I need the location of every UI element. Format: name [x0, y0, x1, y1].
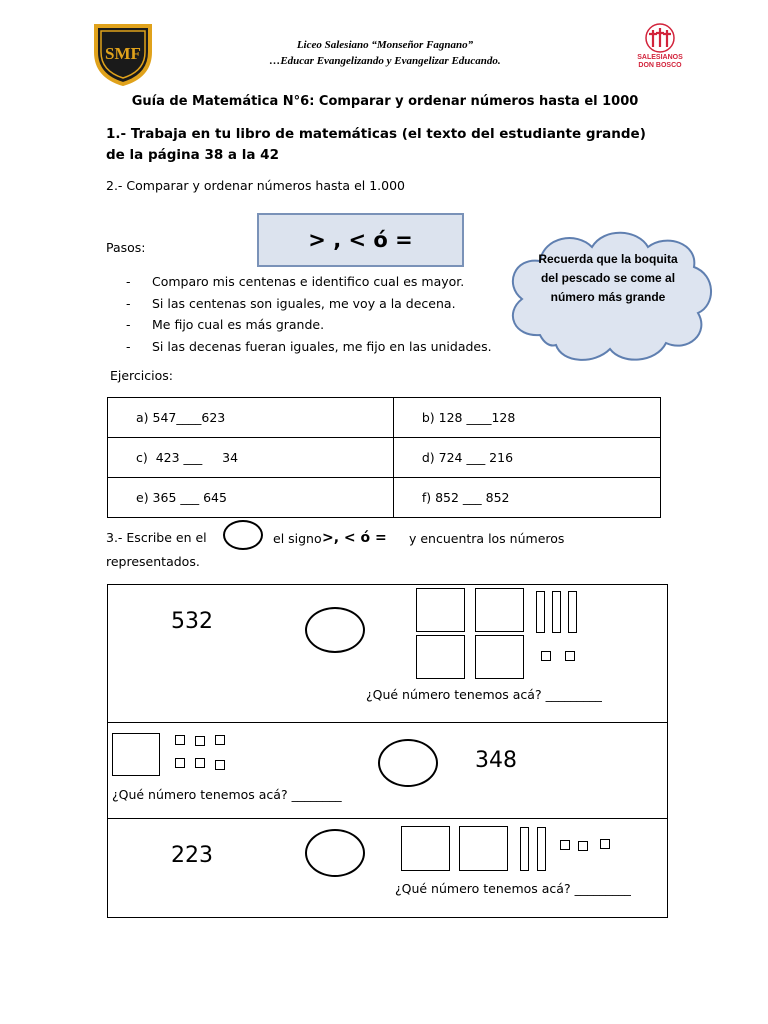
list-item: - Comparo mis centenas e identifico cual es mayor.	[126, 272, 492, 294]
exercise-c[interactable]: c) 423 ___ 34	[136, 450, 239, 465]
row1-question: ¿Qué número tenemos acá? _________	[366, 687, 602, 702]
unit-cube	[215, 760, 225, 770]
table-row	[108, 398, 661, 438]
unit-cube	[195, 736, 205, 746]
hundred-block	[112, 733, 160, 776]
task-3-part3: y encuentra los números	[409, 531, 565, 546]
school-header	[200, 37, 570, 69]
hundred-block	[416, 588, 465, 632]
comparison-signs-box: > , < ó =	[257, 213, 464, 267]
ten-rod	[568, 591, 577, 633]
school-crest-logo	[92, 22, 154, 86]
row3-number: 223	[171, 843, 213, 868]
ten-rod	[520, 827, 529, 871]
unit-cube	[175, 735, 185, 745]
row2-number: 348	[475, 748, 517, 773]
unit-cube	[578, 841, 588, 851]
task-3-part2: el signo	[273, 531, 322, 546]
list-item: - Si las centenas son iguales, me voy a la decena.	[126, 294, 492, 316]
reminder-cloud-text: Recuerda que la boquita del pescado se come al número más grande	[538, 252, 678, 304]
unit-cube	[215, 735, 225, 745]
unit-cube	[541, 651, 551, 661]
ejercicios-label: Ejercicios:	[110, 368, 173, 383]
inline-oval-icon	[223, 520, 263, 550]
exercise-b[interactable]: b) 128 ____128	[421, 410, 516, 425]
task-3-part4: representados.	[106, 554, 200, 569]
unit-cube	[565, 651, 575, 661]
school-motto: …Educar Evangelizando y Evangelizar Educando.	[269, 55, 501, 67]
exercise-e[interactable]: e) 365 ___ 645	[136, 490, 227, 505]
table-row	[108, 438, 661, 478]
guide-title: Guía de Matemática N°6: Comparar y ordenar números hasta el 1000	[131, 94, 639, 109]
salesianos-logo-text: SALESIANOS DON BOSCO	[637, 54, 683, 69]
task-3-signs: >, < ó =	[322, 530, 387, 546]
pasos-label: Pasos:	[106, 240, 146, 255]
ten-rod	[536, 591, 545, 633]
exercise-f[interactable]: f) 852 ___ 852	[421, 490, 510, 505]
salesianos-logo	[636, 22, 684, 84]
list-item: - Me fijo cual es más grande.	[126, 315, 492, 337]
crest-monogram: SMF	[105, 44, 141, 63]
row2-question: ¿Qué número tenemos acá? ________	[112, 787, 342, 802]
unit-cube	[195, 758, 205, 768]
panel-divider	[108, 818, 667, 819]
hundred-block	[459, 826, 508, 871]
hundred-block	[475, 588, 524, 632]
row3-answer-oval[interactable]	[305, 829, 365, 877]
list-item: - Si las decenas fueran iguales, me fijo en las unidades.	[126, 337, 492, 359]
row3-question: ¿Qué número tenemos acá? _________	[395, 881, 631, 896]
ten-rod	[552, 591, 561, 633]
representation-panel	[107, 584, 668, 918]
hundred-block	[416, 635, 465, 679]
row1-answer-oval[interactable]	[305, 607, 365, 653]
steps-list	[126, 272, 492, 358]
task-3-part1: 3.- Escribe en el	[106, 530, 207, 545]
task-2-heading: 2.- Comparar y ordenar números hasta el 1.000	[106, 178, 405, 193]
row2-answer-oval[interactable]	[378, 739, 438, 787]
unit-cube	[175, 758, 185, 768]
exercise-d[interactable]: d) 724 ___ 216	[421, 450, 514, 465]
row1-number: 532	[171, 609, 213, 634]
table-row	[108, 478, 661, 518]
hundred-block	[475, 635, 524, 679]
exercise-a[interactable]: a) 547____623	[136, 410, 226, 425]
school-name: Liceo Salesiano “Monseñor Fagnano”	[296, 39, 474, 51]
hundred-block	[401, 826, 450, 871]
unit-cube	[600, 839, 610, 849]
unit-cube	[560, 840, 570, 850]
ten-rod	[537, 827, 546, 871]
panel-divider	[108, 722, 667, 723]
task-1-instruction: 1.- Trabaja en tu libro de matemáticas (el texto del estudiante grande) de la página 38 a la 42	[106, 126, 646, 163]
exercises-table	[107, 397, 661, 518]
